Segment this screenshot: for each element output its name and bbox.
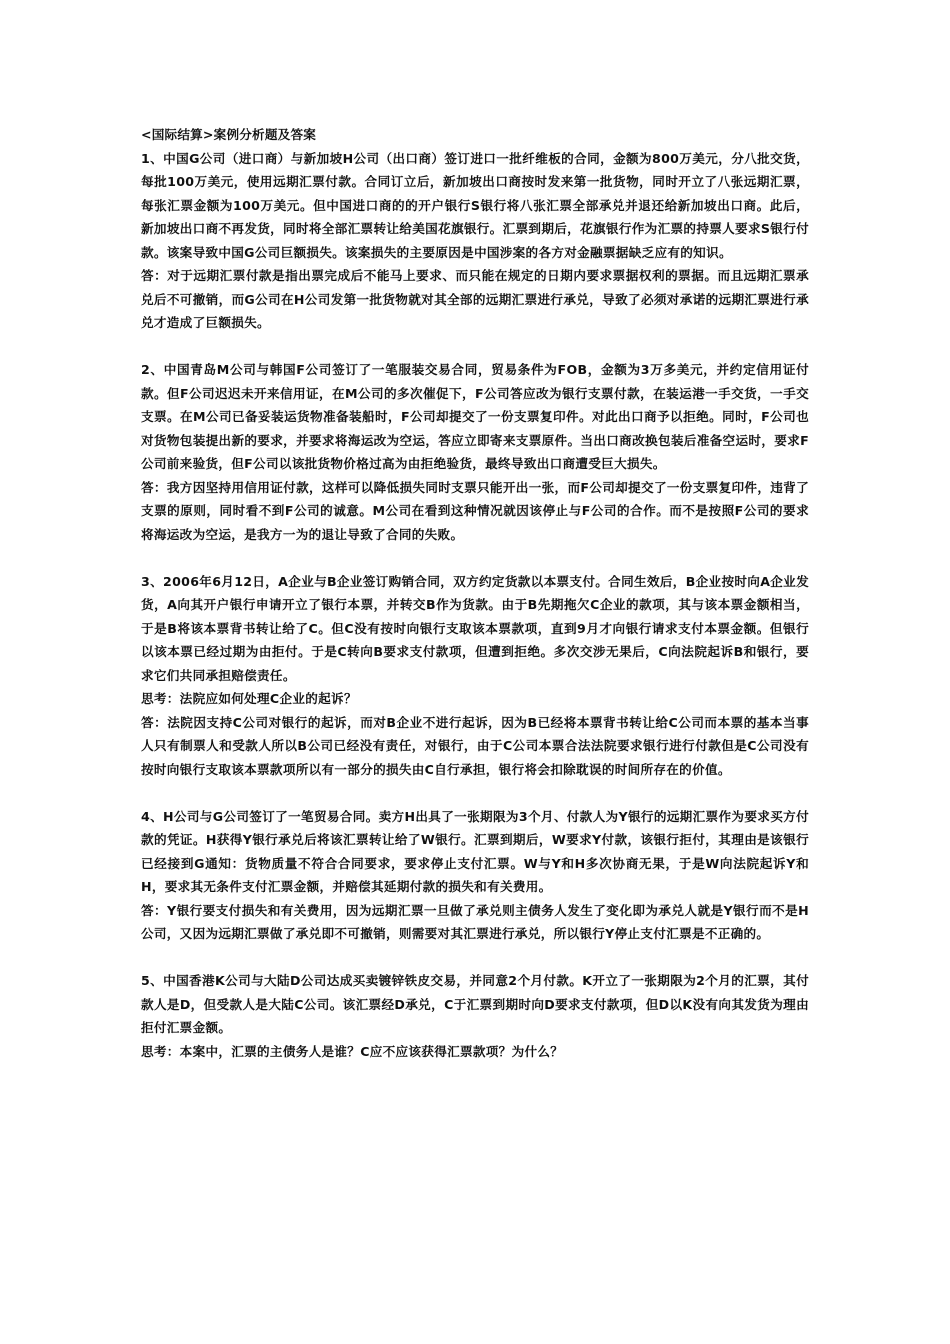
paragraph-gap [141,781,809,805]
case-1-question: 1、中国G公司（进口商）与新加坡H公司（出口商）签订进口一批纤维板的合同，金额为800万美元，分八批交货，每批100万美元，使用远期汇票付款。合同订立后，新加坡出口商按时发来第一批货物，同时开立了八张远期汇票，每张汇票金额为100万美元。但中国进口商的的开户银行S银行将八张汇票全部承兑并退还给新加坡出口商。此后，新加坡出口商不再发货，同时将全部汇票转让给美国花旗银行。汇票到期后，花旗银行作为汇票的持票人要求S银行付款。该案导致中国G公司巨额损失。该案损失的主要原因是中国涉案的各方对金融票据缺乏应有的知识。 [141,150,809,260]
case-1-answer: 答：对于远期汇票付款是指出票完成后不能马上要求、而只能在规定的日期内要求票据权利的票据。而且远期汇票承兑后不可撤销，而G公司在H公司发第一批货物就对其全部的远期汇票进行承兑，导致了必须对承诺的远期汇票进行承兑才造成了巨额损失。 [141,268,809,330]
case-5-question: 5、中国香港K公司与大陆D公司达成买卖镀锌铁皮交易，并同意2个月付款。K开立了一张期限为2个月的汇票，其付款人是D，但受款人是大陆C公司。该汇票经D承兑，C于汇票到期时向D要求支付款项，但D以K没有向其发货为理由拒付汇票金额。 [141,973,809,1035]
case-2-question: 2、中国青岛M公司与韩国F公司签订了一笔服装交易合同，贸易条件为FOB，金额为3万多美元，并约定信用证付款。但F公司迟迟未开来信用证，在M公司的多次催促下，F公司答应改为银行支票付款，在装运港一手交货，一手交支票。在M公司已备妥装运货物准备装船时，F公司却提交了一份支票复印件。对此出口商予以拒绝。同时，F公司也对货物包装提出新的要求，并要求将海运改为空运，答应立即寄来支票原件。当出口商改换包装后准备空运时，要求F公司前来验货，但F公司以该批货物价格过高为由拒绝验货，最终导致出口商遭受巨大损失。 [141,362,809,471]
paragraph-gap [141,946,809,970]
case-3-answer: 答：法院因支持C公司对银行的起诉，而对B企业不进行起诉，因为B已经将本票背书转让给C公司而本票的基本当事人只有制票人和受款人所以B公司已经没有责任，对银行，由于C公司本票合法法院要求银行进行付款但是C公司没有按时向银行支取该本票款项所以有一部分的损失由C自行承担，银行将会扣除耽误的时间所存在的价值。 [141,714,809,777]
document-page [141,123,809,1063]
case-4-answer: 答：Y银行要支付损失和有关费用，因为远期汇票一旦做了承兑则主债务人发生了变化即为承兑人就是Y银行而不是H公司，又因为远期汇票做了承兑即不可撤销，则需要对其汇票进行承兑，所以银行Y停止支付汇票是不正确的。 [141,902,809,941]
paragraph-gap [141,546,809,570]
paragraph-gap [141,335,809,359]
case-3-think: 思考：法院应如何处理C企业的起诉？ [141,691,357,706]
case-4-question: 4、H公司与G公司签订了一笔贸易合同。卖方H出具了一张期限为3个月、付款人为Y银行的远期汇票作为要求买方付款的凭证。H获得Y银行承兑后将该汇票转让给了W银行。汇票到期后，W要求Y付款，该银行拒付，其理由是该银行已经接到G通知：货物质量不符合合同要求，要求停止支付汇票。W与Y和H多次协商无果，于是W向法院起诉Y和H，要求其无条件支付汇票金额，并赔偿其延期付款的损失和有关费用。 [141,808,809,894]
case-5-think: 思考：本案中，汇票的主债务人是谁？C应不应该获得汇票款项？为什么？ [141,1043,564,1059]
case-2-answer: 答：我方因坚持用信用证付款，这样可以降低损失同时支票只能开出一张，而F公司却提交了一份支票复印件，违背了支票的原则，同时看不到F公司的诚意。M公司在看到这种情况就因该停止与F公司的合作。而不是按照F公司的要求将海运改为空运，是我方一为的退让导致了合同的失败。 [141,479,809,542]
case-3-question: 3、2006年6月12日，A企业与B企业签订购销合同，双方约定货款以本票支付。合同生效后，B企业按时向A企业发货，A向其开户银行申请开立了银行本票，并转交B作为货款。由于B先期拖欠C企业的款项，其与该本票金额相当，于是B将该本票背书转让给了C。但C没有按时向银行支取该本票款项，直到9月才向银行请求支付本票金额。但银行以该本票已经过期为由拒付。于是C转向B要求支付款项，但遭到拒绝。多次交涉无果后，C向法院起诉B和银行，要求它们共同承担赔偿责任。 [141,573,809,683]
document-title: <国际结算>案例分析题及答案 [141,127,317,142]
